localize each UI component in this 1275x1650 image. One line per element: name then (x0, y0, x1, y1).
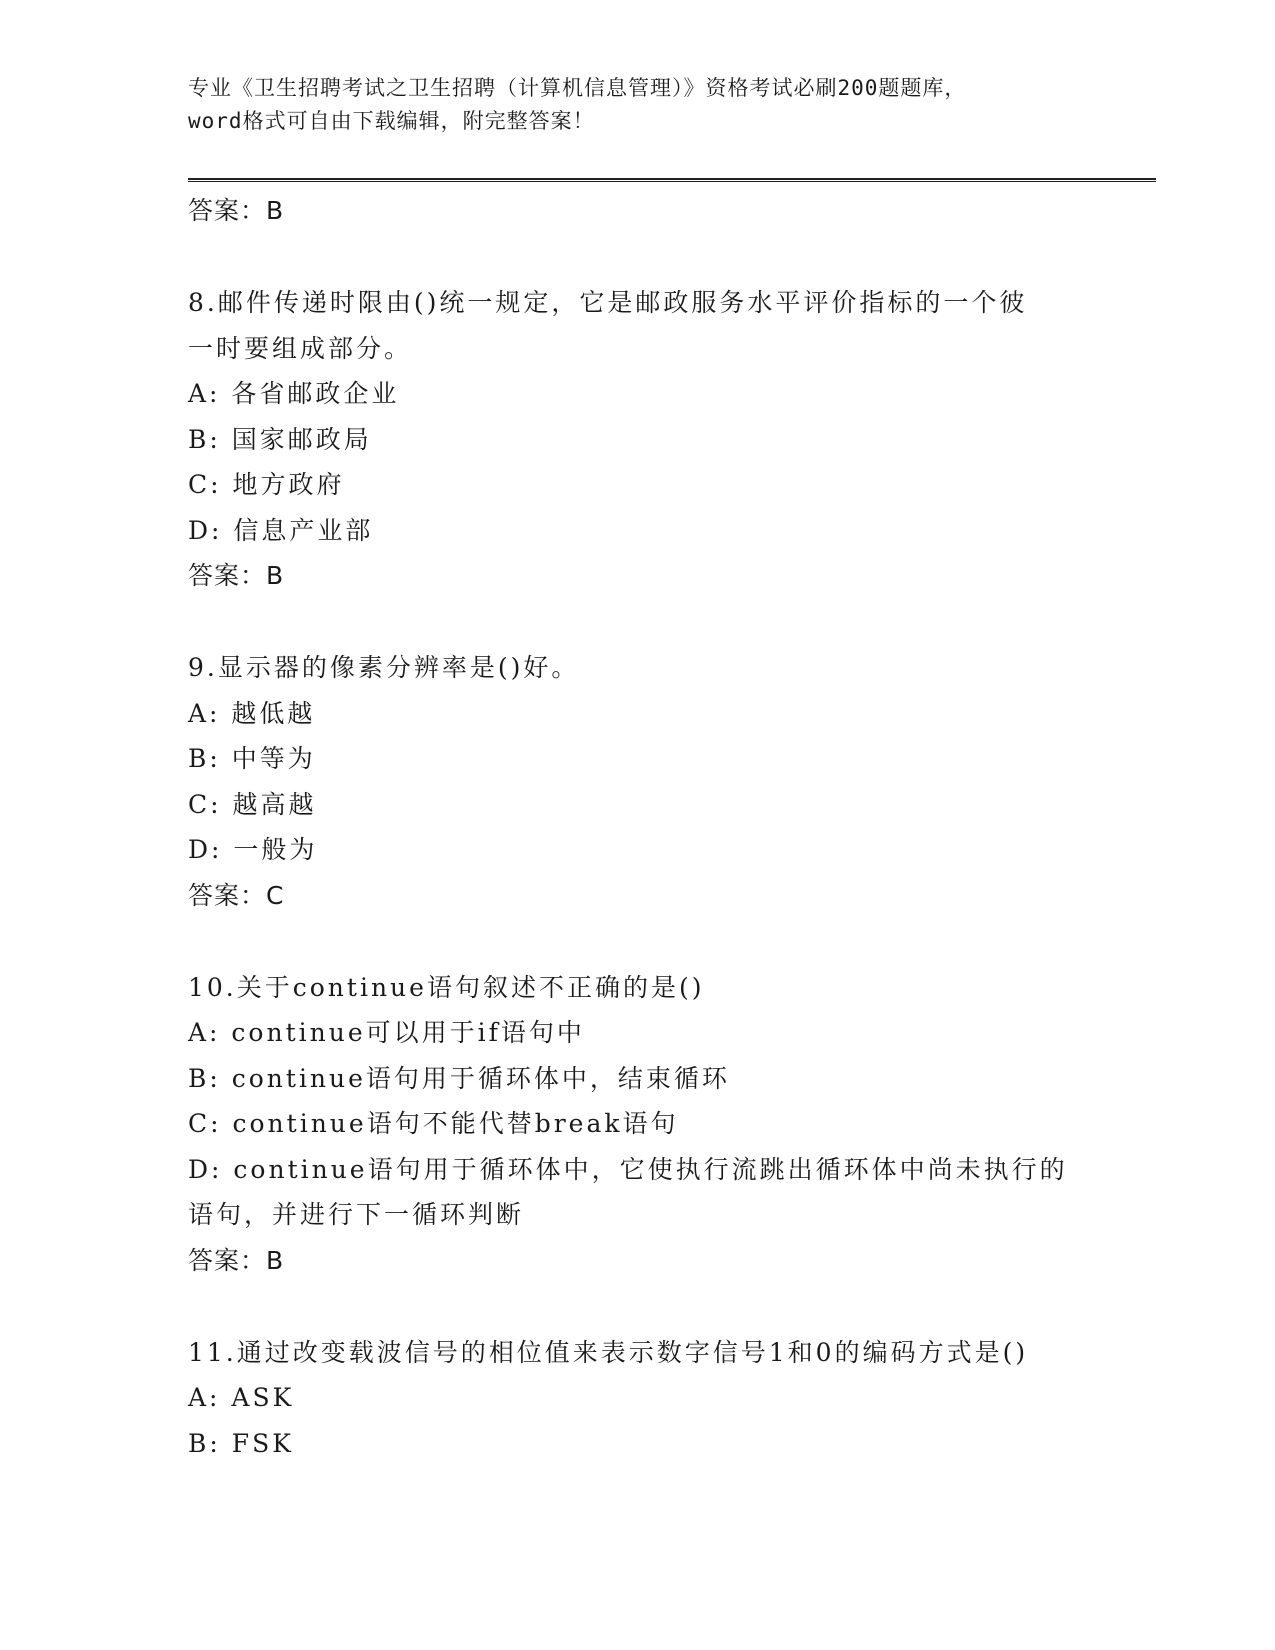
option-d: D: continue语句用于循环体中，它使执行流跳出循环体中尚未执行的 (188, 1154, 1068, 1184)
option-c: C: 越高越 (188, 789, 317, 819)
question-stem-line: 10.关于continue语句叙述不正确的是() (188, 972, 705, 1002)
option-b: B: 国家邮政局 (188, 424, 372, 454)
question-item (188, 965, 1108, 1238)
header-line-1: 专业《卫生招聘考试之卫生招聘（计算机信息管理）》资格考试必刷200题题库， (188, 76, 967, 100)
question-stem (188, 965, 1108, 1011)
header-divider (188, 178, 1156, 182)
answer-value: B (266, 1245, 285, 1275)
answer-line (188, 1238, 1108, 1284)
question-stem-line: 一时要组成部分。 (188, 333, 413, 363)
option-a: A: 越低越 (188, 698, 316, 728)
option-d: D: 信息产业部 (188, 515, 374, 545)
spacer (188, 1284, 1108, 1330)
answer-label: 答案： (188, 1245, 267, 1275)
question-item (188, 280, 1108, 553)
question-stem-line: 11.通过改变载波信号的相位值来表示数字信号1和0的编码方式是() (188, 1337, 1029, 1367)
answer-line (188, 873, 1108, 919)
question-stem (188, 280, 1108, 371)
answer-line (188, 553, 1108, 599)
option-b: B: continue语句用于循环体中，结束循环 (188, 1063, 730, 1093)
header-line-2: word格式可自由下载编辑，附完整答案！ (188, 109, 595, 133)
option-a: A: continue可以用于if语句中 (188, 1018, 585, 1047)
answer-value: C (266, 880, 285, 910)
question-stem-line: 9.显示器的像素分辨率是()好。 (188, 653, 580, 682)
spacer (188, 599, 1108, 645)
question-item (188, 1330, 1108, 1467)
option-b: B: 中等为 (188, 744, 316, 773)
question-item (188, 645, 1108, 873)
question-list (188, 188, 1108, 1466)
question-stem (188, 645, 1108, 691)
question-stem (188, 1330, 1108, 1376)
option-c: C: continue语句不能代替break语句 (188, 1109, 679, 1138)
option-c: C: 地方政府 (188, 470, 345, 499)
answer-label: 答案： (188, 561, 267, 590)
answer-label: 答案： (188, 196, 267, 225)
option-a: A: 各省邮政企业 (188, 379, 400, 408)
option-d-continuation: 语句，并进行下一循环判断 (188, 1200, 525, 1229)
question-stem-line: 8.邮件传递时限由()统一规定，它是邮政服务水平评价指标的一个彼 (188, 288, 1028, 317)
spacer (188, 234, 1108, 280)
answer-line (188, 188, 1108, 234)
document-header (188, 72, 1088, 138)
option-b: B: FSK (188, 1428, 294, 1458)
spacer (188, 919, 1108, 965)
answer-value: B (266, 561, 285, 590)
option-d: D: 一般为 (188, 835, 318, 864)
option-a: A: ASK (188, 1383, 295, 1412)
answer-label: 答案： (188, 880, 267, 910)
answer-value: B (266, 196, 285, 225)
